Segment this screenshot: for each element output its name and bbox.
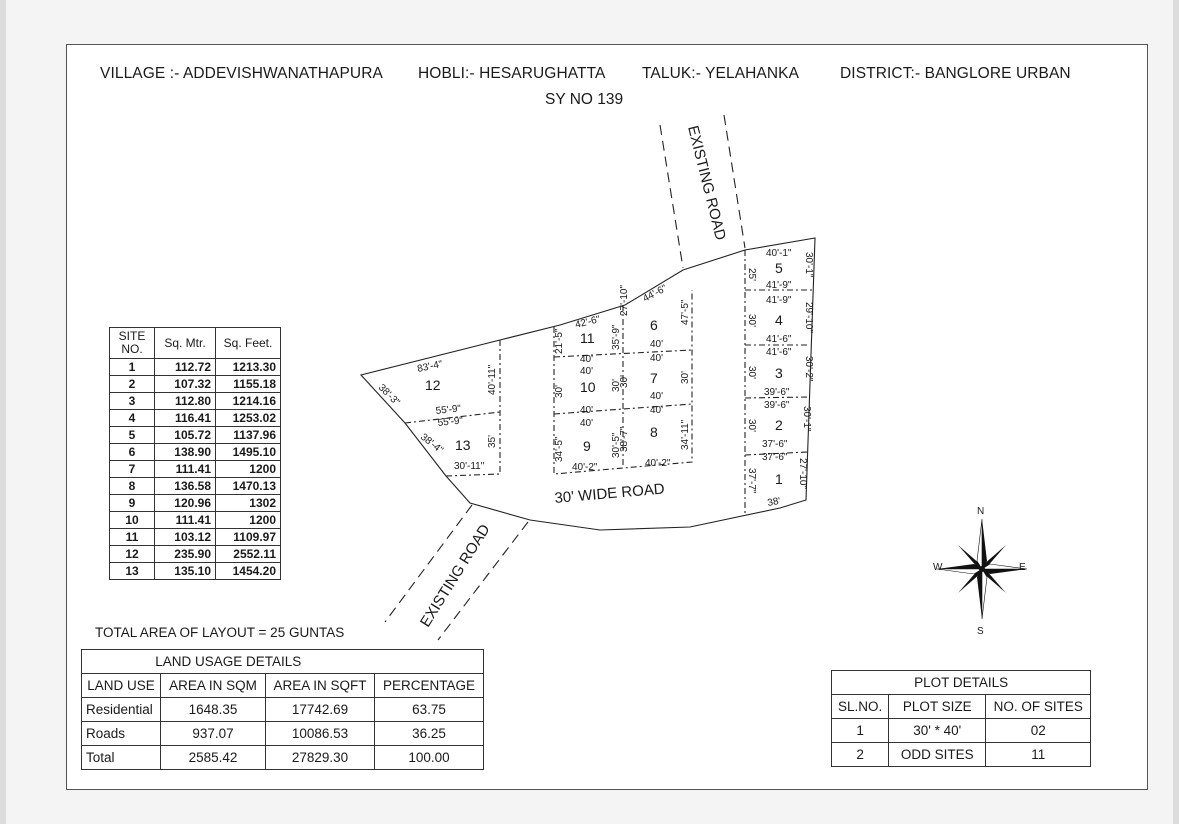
dimension-label: 38'-3": [375, 382, 402, 409]
village-label: VILLAGE :- ADDEVISHWANATHAPURA: [100, 65, 383, 82]
table-cell: 1648.35: [161, 698, 266, 722]
site-area-table: [109, 327, 281, 580]
table-cell: 1200: [216, 461, 281, 478]
table-header-row: [832, 695, 1091, 719]
table-cell: Total: [82, 746, 161, 770]
dimension-label: 40'-11": [487, 364, 498, 395]
land-usage-table: [81, 649, 484, 770]
dimension-label: 37'-6": [762, 439, 788, 450]
table-cell: 100.00: [375, 746, 484, 770]
plot-number: 6: [650, 317, 658, 333]
table-cell: 6: [110, 444, 155, 461]
district-label: DISTRICT:- BANGLORE URBAN: [840, 65, 1071, 82]
table-cell: 2585.42: [161, 746, 266, 770]
table-header: NO. OF SITES: [986, 695, 1091, 719]
table-title-filler: [375, 650, 484, 674]
dimension-label: 38': [766, 495, 782, 509]
dimension-label: 30': [746, 314, 757, 328]
plot-number: 4: [775, 312, 783, 328]
taluk-label: TALUK:- YELAHANKA: [642, 65, 800, 82]
table-caption-row: [82, 650, 484, 674]
table-cell: 112.80: [155, 393, 216, 410]
dimension-label: 30': [554, 384, 565, 398]
table-cell: 5: [110, 427, 155, 444]
table-header: PLOT SIZE: [889, 695, 986, 719]
table-cell: 235.90: [155, 546, 216, 563]
table-cell: 107.32: [155, 376, 216, 393]
hobli-label: HOBLI:- HESARUGHATTA: [418, 65, 606, 82]
plot-number: 2: [775, 417, 783, 433]
dimension-label: 30'-1": [803, 252, 814, 278]
dimension-label: 55'-9": [437, 415, 464, 429]
plot-number: 10: [580, 379, 596, 395]
table-cell: 17742.69: [266, 698, 375, 722]
table-cell: 1137.96: [216, 427, 281, 444]
total-area-label: TOTAL AREA OF LAYOUT = 25 GUNTAS: [95, 625, 345, 640]
table-cell: 937.07: [161, 722, 266, 746]
dimension-label: 35'-9": [611, 324, 622, 350]
plot-number: 5: [775, 260, 783, 276]
table-cell: 02: [986, 719, 1091, 743]
table-cell: 120.96: [155, 495, 216, 512]
dimension-label: 37'-6": [762, 452, 788, 463]
table-row: [110, 478, 281, 495]
table-row: [110, 444, 281, 461]
table-cell: 7: [110, 461, 155, 478]
existing-road-bottom-label: EXISTING ROAD: [416, 521, 494, 631]
plot-number: 13: [455, 437, 471, 453]
plot-number: 8: [650, 424, 658, 440]
dimension-label: 40'-2": [572, 462, 598, 473]
dimension-label: 41'-6": [766, 347, 792, 358]
plot-number: 3: [775, 365, 783, 381]
dimension-label: 39'-6": [764, 387, 790, 398]
dimension-label: 40'-1": [766, 248, 792, 259]
table-caption-row: [832, 671, 1091, 695]
table-row: [110, 529, 281, 546]
table-cell: 8: [110, 478, 155, 495]
table-cell: 1214.16: [216, 393, 281, 410]
dimension-label: 37'-7": [746, 468, 757, 494]
dimension-label: 30'-1": [801, 406, 812, 432]
table-cell: 27829.30: [266, 746, 375, 770]
compass-east-label: E: [1019, 562, 1026, 573]
table-row: [110, 427, 281, 444]
table-cell: 10: [110, 512, 155, 529]
dimension-label: 40': [650, 405, 664, 416]
dimension-label: 40': [580, 354, 594, 365]
table-header-row: [82, 674, 484, 698]
table-cell: 10086.53: [266, 722, 375, 746]
dimension-label: 39'-6": [764, 400, 790, 411]
table-row: [110, 546, 281, 563]
table-row: [110, 563, 281, 580]
table-header-row: [110, 328, 281, 359]
compass-rose: [937, 519, 1027, 619]
table-cell: 138.90: [155, 444, 216, 461]
table-cell: 4: [110, 410, 155, 427]
table-cell: 1213.30: [216, 359, 281, 376]
table-cell: 1495.10: [216, 444, 281, 461]
survey-number: SY NO 139: [545, 91, 624, 108]
dimension-label: 30'-2": [803, 356, 814, 382]
table-cell: 135.10: [155, 563, 216, 580]
table-cell: 116.41: [155, 410, 216, 427]
table-cell: 111.41: [155, 461, 216, 478]
table-cell: 105.72: [155, 427, 216, 444]
table-cell: ODD SITES: [889, 743, 986, 767]
table-header: SITE NO.: [110, 328, 155, 359]
dimension-label: 34'-11": [680, 419, 691, 450]
table-row: [110, 495, 281, 512]
table-cell: 1253.02: [216, 410, 281, 427]
dimension-label: 30': [746, 366, 757, 380]
table-header: PERCENTAGE: [375, 674, 484, 698]
table-cell: 111.41: [155, 512, 216, 529]
dimension-label: 30'-11": [454, 461, 485, 472]
dimension-label: 30': [746, 419, 757, 433]
table-row: [110, 393, 281, 410]
table-header: SL.NO.: [832, 695, 889, 719]
dimension-label: 83'-4": [416, 358, 444, 375]
table-cell: 2: [110, 376, 155, 393]
table-row: [110, 461, 281, 478]
dimension-label: 42'-6": [574, 314, 602, 331]
table-cell: 103.12: [155, 529, 216, 546]
dimension-label: 41'-9": [766, 280, 792, 291]
plot-number: 11: [580, 330, 595, 346]
table-row: [110, 359, 281, 376]
table-title: LAND USAGE DETAILS: [82, 650, 375, 674]
table-cell: 1155.18: [216, 376, 281, 393]
table-header: AREA IN SQM: [161, 674, 266, 698]
plot-number: 9: [583, 438, 591, 454]
table-cell: 1109.97: [216, 529, 281, 546]
table-row: [82, 746, 484, 770]
table-cell: 12: [110, 546, 155, 563]
table-cell: Residential: [82, 698, 161, 722]
plot-number: 1: [775, 471, 783, 487]
table-cell: 136.58: [155, 478, 216, 495]
existing-road-top-label: EXISTING ROAD: [684, 123, 730, 243]
table-header: Sq. Mtr.: [155, 328, 216, 359]
table-title: PLOT DETAILS: [832, 671, 1091, 695]
compass-west-label: W: [933, 562, 943, 573]
dimension-label: 40': [580, 418, 594, 429]
dimension-label: 41'-6": [766, 334, 792, 345]
dimension-label: 29'-10": [803, 302, 814, 334]
table-cell: 11: [986, 743, 1091, 767]
dimension-label: 21'-5": [554, 328, 565, 354]
table-cell: 2552.11: [216, 546, 281, 563]
table-cell: Roads: [82, 722, 161, 746]
table-cell: 9: [110, 495, 155, 512]
table-header: AREA IN SQFT: [266, 674, 375, 698]
table-header: LAND USE: [82, 674, 161, 698]
dimension-label: 38'-7": [619, 426, 630, 452]
dimension-label: 34'-5": [554, 436, 565, 462]
dimension-label: 25': [746, 268, 757, 282]
table-cell: 1: [110, 359, 155, 376]
table-cell: 2: [832, 743, 889, 767]
table-cell: 36.25: [375, 722, 484, 746]
table-row: [82, 698, 484, 722]
compass-north-label: N: [977, 506, 985, 517]
table-header: Sq. Feet.: [216, 328, 281, 359]
dimension-label: 27'-10": [797, 458, 808, 490]
table-cell: 3: [110, 393, 155, 410]
dimension-label: 40': [650, 339, 664, 350]
table-cell: 63.75: [375, 698, 484, 722]
dimension-label: 27'-10": [619, 284, 630, 316]
table-cell: 1454.20: [216, 563, 281, 580]
table-cell: 1302: [216, 495, 281, 512]
table-row: [110, 376, 281, 393]
dimension-label: 55'-9": [435, 403, 462, 417]
dimension-label: 40': [650, 353, 664, 364]
dimension-label: 38'-4": [418, 431, 446, 457]
dimension-label: 40': [580, 366, 594, 377]
dimension-label: 40': [650, 391, 664, 402]
table-cell: 13: [110, 563, 155, 580]
table-cell: 1200: [216, 512, 281, 529]
plot-details-table: [831, 670, 1091, 767]
dimension-label: 47'-5": [680, 299, 691, 325]
table-cell: 30' * 40': [889, 719, 986, 743]
table-cell: 1470.13: [216, 478, 281, 495]
dimension-label: 30': [611, 378, 622, 392]
table-cell: 11: [110, 529, 155, 546]
dimension-label: 30'-5": [611, 432, 622, 458]
dimension-label: 40'-2": [645, 458, 671, 469]
table-row: [110, 512, 281, 529]
dimension-label: 40': [580, 405, 594, 416]
wide-road-label: 30' WIDE ROAD: [553, 480, 666, 507]
dimension-label: 30': [680, 370, 691, 384]
table-row: [110, 410, 281, 427]
table-row: [82, 722, 484, 746]
dimension-label: 44'-6": [641, 282, 669, 305]
table-cell: 1: [832, 719, 889, 743]
dimension-label: 35': [487, 434, 498, 448]
dimension-label: 41'-9": [766, 295, 792, 306]
table-row: [832, 719, 1091, 743]
dimension-label: 30': [619, 374, 630, 388]
table-cell: 112.72: [155, 359, 216, 376]
compass-south-label: S: [977, 626, 984, 637]
plot-number: 7: [650, 370, 658, 386]
table-row: [832, 743, 1091, 767]
plot-number: 12: [425, 377, 441, 393]
